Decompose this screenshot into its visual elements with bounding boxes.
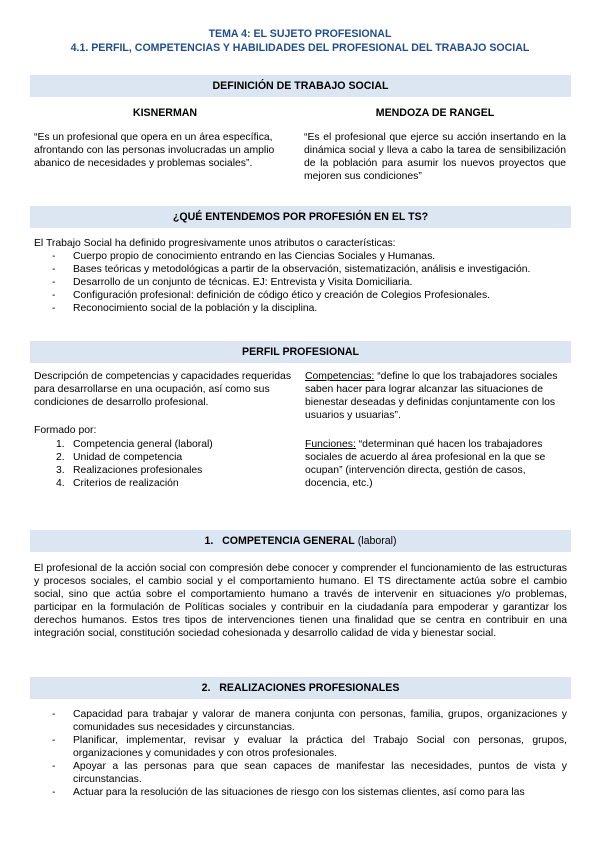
competencias-text: Competencias: “define lo que los trabajadores sociales saben hacer para lograr alcanzar las situaciones de bienestar deseadas y definidas conjuntamente con los usuarios y usuarias”. bbox=[305, 371, 558, 421]
list-item: 3. Realizaciones profesionales bbox=[56, 465, 203, 476]
list-item: - Actuar para la resolución de las situaciones de riesgo con los sistemas clientes, así como para las bbox=[34, 786, 567, 799]
mendoza-quote: “Es el profesional que ejerce su acción insertando en la dinámica social y lleva a cabo la tarea de sensibilización de la población para asumir los nuevos proyectos que mejoren sus condiciones” bbox=[304, 132, 566, 182]
realizaciones-band: 2. REALIZACIONES PROFESIONALES bbox=[30, 677, 571, 699]
competencia-general-band: 1. COMPETENCIA GENERAL (laboral) bbox=[30, 530, 571, 552]
kisnerman-heading: KISNERMAN bbox=[132, 107, 198, 119]
perfil-band: PERFIL PROFESIONAL bbox=[30, 341, 571, 363]
profesion-list bbox=[34, 250, 574, 315]
section-title: 4.1. PERFIL, COMPETENCIAS Y HABILIDADES DEL PROFESIONAL DEL TRABAJO SOCIAL bbox=[70, 42, 530, 54]
definicion-band: DEFINICIÓN DE TRABAJO SOCIAL bbox=[30, 75, 571, 97]
list-item: - Planificar, implementar, revisar y evaluar la práctica del Trabajo Social con personas, grupos, organizaciones y comunidades y con otros profesionales. bbox=[34, 734, 567, 760]
list-item: 1. Competencia general (laboral) bbox=[56, 439, 213, 450]
kisnerman-quote: “Es un profesional que opera en un área específica, afrontando con las personas involucradas un amplio abanico de necesidades y problemas sociales”. bbox=[34, 132, 275, 169]
mendoza-heading: MENDOZA DE RANGEL bbox=[375, 107, 495, 119]
list-item: - Cuerpo propio de conocimiento entrando en las Ciencias Sociales y Humanas. bbox=[34, 250, 574, 263]
competencias-label: Competencias: bbox=[305, 371, 375, 382]
realizaciones-list bbox=[34, 708, 567, 799]
formado-label: Formado por: bbox=[34, 425, 97, 436]
competencia-general-text: El profesional de la acción social con compresión debe conocer y comprender el funcionamiento de las estructuras y procesos sociales, el cambio social y el comportamiento humano. El TS directamente actúa sobre el cambio social, sino que actúa sobre el comportamiento humano a través de intervenir en situaciones y/o problemas, participar en la formulación de Políticas sociales y contribuir en la ciudadanía para empoderar y garantizar los derechos humanos. Estos tres tipos de intervenciones tienen una finalidad que se centra en contribuir en una integración social, constitución sociedad cohesionada y desarrollo calidad de vida y bienestar social. bbox=[34, 563, 567, 639]
funciones-label: Funciones: bbox=[305, 439, 356, 450]
list-item: 4. Criterios de realización bbox=[56, 478, 179, 489]
list-item: - Reconocimiento social de la población y la disciplina. bbox=[34, 302, 574, 315]
profesion-intro: El Trabajo Social ha definido progresivamente unos atributos o características: bbox=[34, 238, 396, 249]
funciones-text: Funciones: “determinan qué hacen los trabajadores sociales de acuerdo al área profesional en la que se ocupan” (intervención directa, gestión de casos, docencia, etc.) bbox=[305, 439, 546, 489]
list-item: - Capacidad para trabajar y valorar de manera conjunta con personas, familia, grupos, organizaciones y comunidades sus necesidades y circunstancias. bbox=[34, 708, 567, 734]
list-item: - Bases teóricas y metodológicas a partir de la observación, sistematización, análisis e investigación. bbox=[34, 263, 574, 276]
document-title: TEMA 4: EL SUJETO PROFESIONAL bbox=[208, 28, 392, 40]
formado-list bbox=[34, 438, 294, 490]
list-item: - Configuración profesional: definición de código ético y creación de Colegios Profesionales. bbox=[34, 289, 574, 302]
list-item: - Apoyar a las personas para que sean capaces de manifestar las necesidades, puntos de vista y circunstancias. bbox=[34, 760, 567, 786]
perfil-description: Descripción de competencias y capacidades requeridas para desarrollarse en una ocupación, así como sus condiciones de desarrollo profesional. bbox=[34, 371, 292, 408]
list-item: 2. Unidad de competencia bbox=[56, 452, 183, 463]
profesion-band: ¿QUÉ ENTENDEMOS POR PROFESIÓN EN EL TS? bbox=[30, 206, 571, 228]
list-item: - Desarrollo de un conjunto de técnicas. EJ: Entrevista y Visita Domiciliaria. bbox=[34, 276, 574, 289]
